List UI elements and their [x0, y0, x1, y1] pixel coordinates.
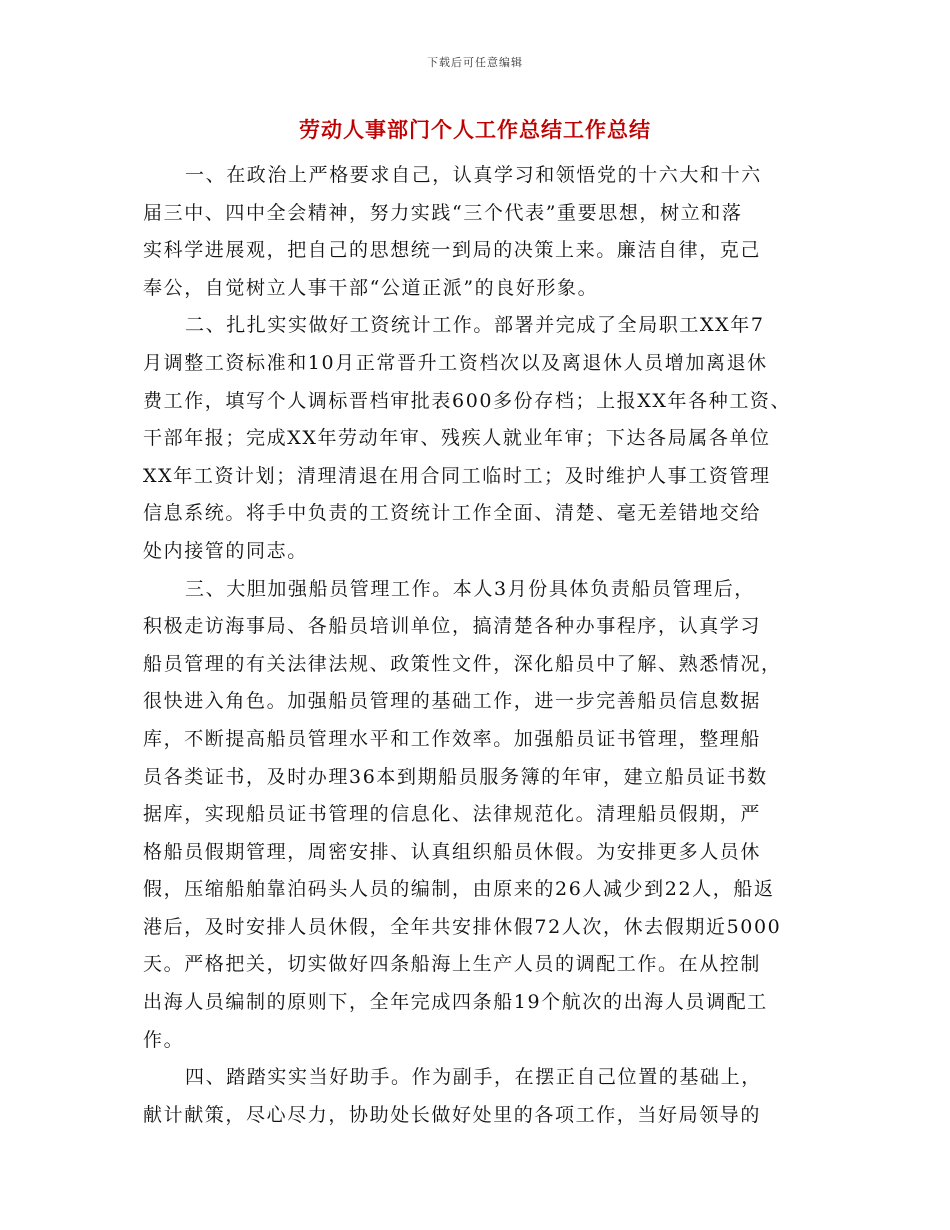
text-line: 作。	[143, 1028, 185, 1051]
text-line: 积极走访海事局、各船员培训单位，搞清楚各种办事程序，认真学习	[143, 615, 762, 638]
paragraph-3	[143, 571, 813, 1060]
text-line: 届三中、四中全会精神，努力实践“三个代表”重要思想，树立和落	[143, 201, 743, 224]
paragraph-4	[143, 1059, 813, 1134]
text-line: 信息系统。将手中负责的工资统计工作全面、清楚、毫无差错地交给	[143, 502, 762, 525]
text-line: 四、踏踏实实当好助手。作为副手，在摆正自己位置的基础上，	[185, 1066, 762, 1089]
document-body	[143, 157, 813, 1134]
paragraph-1	[143, 157, 813, 307]
document-title: 劳动人事部门个人工作总结工作总结	[299, 117, 651, 142]
text-line: XX年工资计划；清理清退在用合同工临时工；及时维护人事工资管理	[143, 464, 771, 487]
text-line: 献计献策，尽心尽力，协助处长做好处里的各项工作，当好局领导的	[143, 1103, 762, 1126]
text-line: 费工作，填写个人调标晋档审批表600多份存档；上报XX年各种工资、	[143, 389, 792, 412]
text-line: 二、扎扎实实做好工资统计工作。部署并完成了全局职工XX年7	[185, 314, 765, 337]
text-line: 船员管理的有关法律法规、政策性文件，深化船员中了解、熟悉情况，	[143, 652, 782, 675]
text-line: 实科学进展观，把自己的思想统一到局的决策上来。廉洁自律，克己	[143, 239, 762, 262]
text-line: 处内接管的同志。	[143, 539, 308, 562]
paragraph-2	[143, 307, 813, 570]
text-line: 出海人员编制的原则下，全年完成四条船19个航次的出海人员调配工	[143, 991, 768, 1014]
text-line: 天。严格把关，切实做好四条船海上生产人员的调配工作。在从控制	[143, 953, 762, 976]
text-line: 格船员假期管理，周密安排、认真组织船员休假。为安排更多人员休	[143, 840, 762, 863]
text-line: 干部年报；完成XX年劳动年审、残疾人就业年审；下达各局属各单位	[143, 427, 771, 450]
text-line: 港后，及时安排人员休假，全年共安排休假72人次，休去假期近5000	[143, 915, 782, 938]
text-line: 据库，实现船员证书管理的信息化、法律规范化。清理船员假期，严	[143, 803, 762, 826]
text-line: 奉公，自觉树立人事干部“公道正派”的良好形象。	[143, 276, 599, 299]
text-line: 很快进入角色。加强船员管理的基础工作，进一步完善船员信息数据	[143, 690, 762, 713]
header-note: 下载后可任意编辑	[427, 56, 523, 69]
text-line: 库，不断提高船员管理水平和工作效率。加强船员证书管理，整理船	[143, 727, 762, 750]
text-line: 月调整工资标准和10月正常晋升工资档次以及离退休人员增加离退休	[143, 351, 768, 374]
text-line: 一、在政治上严格要求自己，认真学习和领悟党的十六大和十六	[185, 164, 762, 186]
text-line: 假，压缩船舶靠泊码头人员的编制，由原来的26人减少到22人，船返	[143, 878, 775, 901]
text-line: 三、大胆加强船员管理工作。本人3月份具体负责船员管理后，	[185, 577, 755, 600]
text-line: 员各类证书，及时办理36本到期船员服务簿的年审，建立船员证书数	[143, 765, 768, 788]
